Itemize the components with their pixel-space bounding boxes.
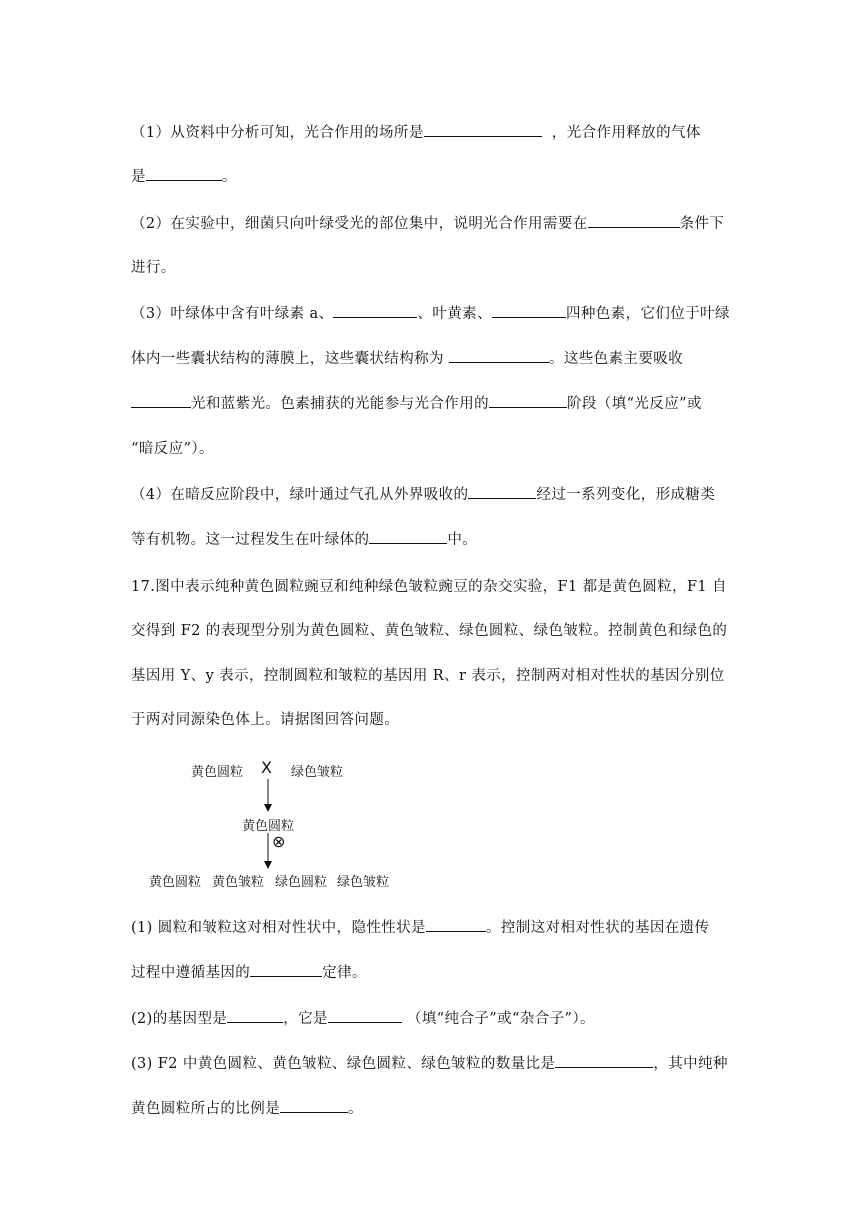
q17-intro-line4 [131, 708, 399, 729]
answer-blank[interactable] [449, 348, 549, 363]
q17-text: (3) F2 中黄色圆粒、黄色皱粒、绿色圆粒、绿色皱粒的数量比是 [131, 1056, 556, 1072]
q17-sub1-line1 [131, 916, 709, 937]
answer-blank[interactable] [131, 393, 191, 408]
f2-label: 黄色圆粒 [149, 875, 202, 890]
q17-text: 交得到 F2 的表现型分别为黄色圆粒、黄色皱粒、绿色圆粒、绿色皱粒。控制黄色和绿色的 [131, 623, 728, 639]
q16-part2-line2 [131, 256, 176, 277]
q17-text: 。控制这对相对性状的基因在遗传 [485, 920, 710, 936]
f1-label: 黄色圆粒 [242, 819, 295, 834]
q16-text: 条件下 [679, 216, 725, 232]
answer-blank[interactable] [333, 303, 417, 318]
f2-label: 绿色皱粒 [337, 875, 390, 890]
answer-blank[interactable] [146, 166, 222, 181]
answer-blank[interactable] [426, 917, 486, 932]
q16-part1-line1 [131, 121, 701, 142]
q17-text: 基因用 Y、y 表示，控制圆粒和皱粒的基因用 R、r 表示，控制两对相对性状的基因分别位 [131, 668, 725, 684]
q17-text: 过程中遵循基因的 [131, 965, 251, 981]
f2-label: 绿色圆粒 [275, 875, 328, 890]
f2-label: 黄色皱粒 [212, 875, 265, 890]
q16-text: 是 [131, 169, 146, 185]
cross-diagram [140, 755, 410, 895]
answer-blank[interactable] [280, 1098, 348, 1113]
q16-part4-line1 [131, 483, 715, 504]
q16-text: 四种色素，它们位于叶绿 [565, 306, 730, 322]
q17-text: 。 [348, 1101, 363, 1117]
answer-blank[interactable] [468, 484, 536, 499]
self-cross-symbol: ⊗ [272, 832, 286, 851]
answer-blank[interactable] [588, 213, 680, 228]
q16-text: 。 [221, 169, 237, 185]
q17-sub3-line1 [131, 1052, 728, 1073]
cross-symbol: X [261, 758, 272, 777]
q16-part4-line2 [131, 528, 477, 549]
q17-sub2-line1 [131, 1007, 595, 1028]
q16-text: （3）叶绿体中含有叶绿素 a、 [131, 306, 334, 322]
q17-sub1-line2 [131, 961, 367, 982]
q16-text: 。这些色素主要吸收 [548, 351, 684, 367]
q17-text: 于两对同源染色体上。请据图回答问题。 [131, 712, 400, 728]
answer-blank[interactable] [328, 1008, 402, 1023]
q17-text: ，它是 [283, 1011, 328, 1027]
q16-part3-line2 [131, 347, 683, 368]
parent2-label: 绿色皱粒 [291, 765, 344, 780]
q17-text: ，其中纯种 [653, 1056, 728, 1072]
q16-text: “暗反应”）。 [131, 441, 214, 457]
q16-text: 阶段（填“光反应”或 [567, 396, 702, 412]
q17-text: 黄色圆粒所占的比例是 [131, 1101, 280, 1117]
answer-blank[interactable] [369, 529, 447, 544]
q16-part2-line1 [131, 212, 724, 233]
q16-part3-line3 [131, 392, 702, 413]
q16-text: 、叶黄素、 [417, 306, 492, 322]
q17-intro-line2 [131, 619, 727, 640]
arrow-down-icon [260, 831, 276, 871]
q17-intro-line1 [131, 575, 727, 596]
q17-text: 定律。 [322, 965, 367, 981]
answer-blank[interactable] [555, 1053, 653, 1068]
q16-text: 等有机物。这一过程发生在叶绿体的 [131, 532, 370, 548]
q16-part1-line2 [131, 165, 237, 186]
q17-text: (2)的基因型是 [131, 1011, 228, 1027]
q16-part3-line1 [131, 302, 730, 323]
answer-blank[interactable] [227, 1008, 283, 1023]
answer-blank[interactable] [250, 962, 322, 977]
q16-text: 进行。 [131, 260, 176, 276]
q17-text: 17.图中表示纯种黄色圆粒豌豆和纯种绿色皱粒豌豆的杂交实验，F1 都是黄色圆粒，F1 自 [131, 579, 727, 595]
q16-text: 中。 [447, 532, 478, 548]
q16-part3-line4 [131, 437, 214, 458]
q17-text: (1) 圆粒和皱粒这对相对性状中，隐性性状是 [131, 920, 426, 936]
q17-intro-line3 [131, 664, 725, 685]
answer-blank[interactable] [424, 122, 542, 137]
q16-text: 光和蓝紫光。色素捕获的光能参与光合作用的 [191, 396, 489, 412]
q16-text: （1）从资料中分析可知，光合作用的场所是 [131, 125, 424, 141]
q17-sub3-line2 [131, 1097, 363, 1118]
answer-blank[interactable] [489, 393, 567, 408]
arrow-down-icon [260, 777, 276, 813]
q16-text: （4）在暗反应阶段中，绿叶通过气孔从外界吸收的 [131, 487, 469, 503]
parent1-label: 黄色圆粒 [191, 765, 244, 780]
q17-text: （填“纯合子”或“杂合子”）。 [406, 1011, 595, 1027]
q16-text: 经过一系列变化，形成糖类 [536, 487, 716, 503]
q16-text: ，光合作用释放的气体 [551, 125, 701, 141]
q16-text: 体内一些囊状结构的薄膜上，这些囊状结构称为 [131, 351, 444, 367]
answer-blank[interactable] [492, 303, 566, 318]
q16-text: （2）在实验中，细菌只向叶绿受光的部位集中，说明光合作用需要在 [131, 216, 588, 232]
